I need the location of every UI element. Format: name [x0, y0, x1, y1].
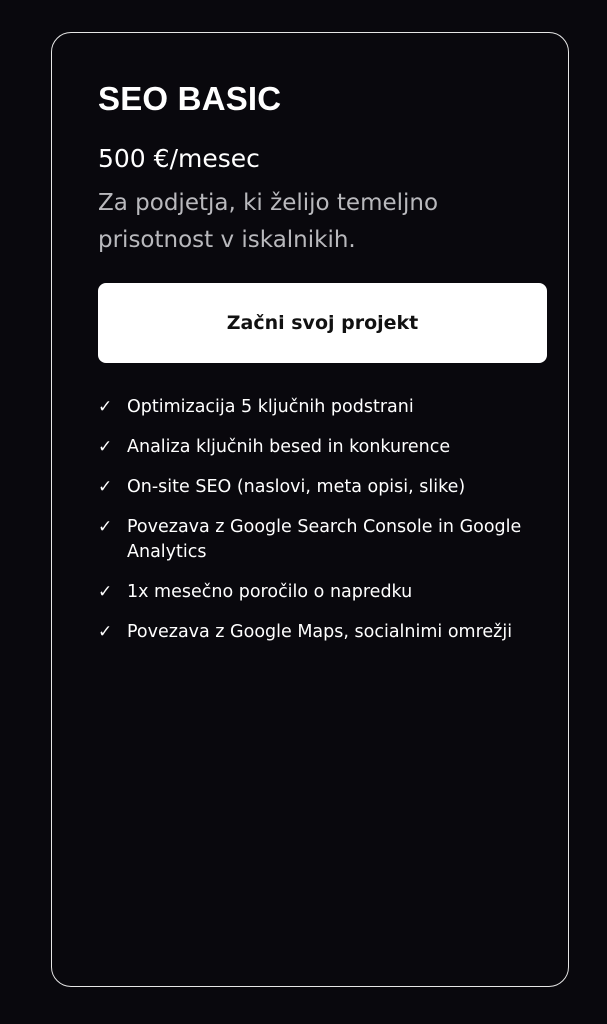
plan-title: SEO BASIC — [98, 80, 282, 117]
check-icon: ✓ — [98, 477, 113, 497]
feature-item — [98, 515, 528, 565]
check-icon: ✓ — [98, 437, 113, 457]
check-icon: ✓ — [98, 397, 113, 417]
check-icon: ✓ — [98, 622, 113, 642]
pricing-card — [51, 32, 569, 987]
plan-price: 500 €/mesec — [98, 144, 260, 173]
check-icon: ✓ — [98, 582, 113, 602]
plan-description: Za podjetja, ki želijo temeljno prisotnost v iskalnikih. — [98, 190, 439, 253]
feature-list — [98, 395, 528, 660]
feature-text: Analiza ključnih besed in konkurence — [127, 437, 451, 457]
feature-item — [98, 580, 528, 605]
feature-item — [98, 475, 528, 500]
feature-text: Povezava z Google Maps, socialnimi omrežji — [127, 622, 513, 642]
feature-text: Povezava z Google Search Console in Google Analytics — [127, 517, 522, 562]
start-project-button[interactable]: Začni svoj projekt — [98, 283, 547, 363]
feature-text: 1x mesečno poročilo o napredku — [127, 582, 413, 602]
check-icon: ✓ — [98, 517, 113, 537]
feature-text: Optimizacija 5 ključnih podstrani — [127, 397, 414, 417]
feature-text: On-site SEO (naslovi, meta opisi, slike) — [127, 477, 466, 497]
feature-item — [98, 395, 528, 420]
feature-item — [98, 435, 528, 460]
feature-item — [98, 620, 528, 645]
